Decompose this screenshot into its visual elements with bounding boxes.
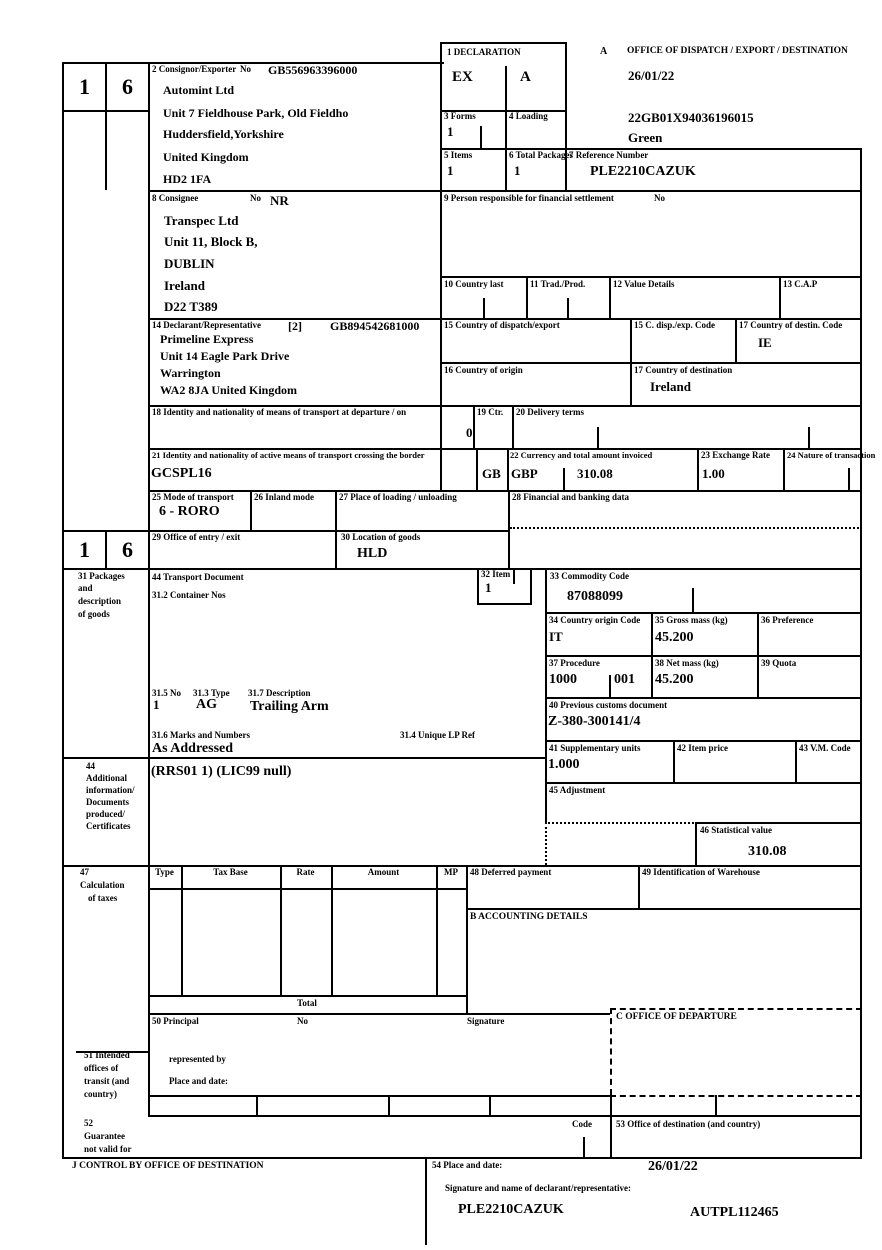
box31-2-label: 31.2 Container Nos — [152, 590, 226, 600]
grid-line — [280, 865, 282, 995]
box33-label: 33 Commodity Code — [550, 571, 629, 581]
box54-reference: AUTPL112465 — [690, 1205, 779, 1220]
box31-label-line: description — [78, 596, 122, 606]
tick-mark — [563, 468, 565, 490]
grid-line — [545, 655, 862, 657]
box23-label: 23 Exchange Rate — [701, 450, 770, 460]
box44-label-line: Additional — [86, 773, 128, 783]
box47-label-line: Calculation — [80, 880, 125, 890]
dashed-line — [610, 1095, 862, 1097]
copy-number-6: 6 — [105, 62, 150, 112]
box31-label-line: of goods — [78, 609, 110, 619]
grid-line — [505, 66, 507, 110]
box9-label: 9 Person responsible for financial settlement — [444, 193, 614, 203]
box47-col-amount: Amount — [367, 867, 400, 877]
grid-line — [440, 362, 862, 364]
box4-label: 4 Loading — [509, 111, 548, 121]
grid-line — [638, 865, 640, 908]
form-right-border — [860, 148, 862, 1157]
box44-transport-doc-label: 44 Transport Document — [152, 572, 244, 582]
box8-no-value: NR — [270, 193, 289, 208]
tick-mark — [692, 588, 694, 612]
section-b-label: B ACCOUNTING DETAILS — [470, 912, 588, 922]
grid-line — [256, 1095, 258, 1115]
box31-4-label: 31.4 Unique LP Ref — [400, 730, 476, 740]
box17a-value: IE — [758, 335, 772, 350]
grid-line — [148, 190, 862, 192]
box2-address-line: United Kingdom — [163, 150, 249, 164]
office-a-date: 26/01/22 — [628, 68, 675, 83]
box8-label: 8 Consignee — [152, 193, 199, 203]
box6-value: 1 — [514, 163, 521, 178]
grid-line — [651, 612, 653, 697]
box19-label: 19 Ctr. — [477, 407, 504, 417]
box2-eori: GB556963396000 — [268, 63, 358, 77]
box10-label: 10 Country last — [444, 279, 504, 289]
grid-line — [630, 318, 632, 405]
box28-label: 28 Financial and banking data — [512, 492, 630, 502]
box33-value: 87088099 — [567, 589, 623, 604]
box50-no-label: No — [297, 1016, 308, 1026]
tick-mark — [513, 568, 515, 584]
grid-line — [436, 865, 438, 995]
box15a-label: 15 C. disp./exp. Code — [634, 320, 716, 330]
box2-address-line: Huddersfield,Yorkshire — [163, 127, 284, 141]
grid-line — [148, 888, 466, 890]
grid-line — [181, 865, 183, 995]
grid-line — [779, 276, 781, 318]
box22-label: 22 Currency and total amount invoiced — [510, 450, 653, 460]
box31-5-label: 31.5 No — [152, 688, 181, 698]
grid-line — [610, 1095, 612, 1157]
dashed-line — [610, 1008, 862, 1010]
box35-value: 45.200 — [655, 630, 694, 645]
box14-address-line: Warrington — [160, 366, 221, 380]
tick-mark — [808, 427, 810, 448]
box54-signature-label: Signature and name of declarant/representative: — [445, 1183, 631, 1193]
grid-line — [795, 740, 797, 782]
box16-label: 16 Country of origin — [444, 365, 523, 375]
box50-place-label: Place and date: — [169, 1076, 228, 1086]
box17-value: Ireland — [650, 379, 691, 394]
grid-line — [545, 612, 862, 614]
box44-label-line: Documents — [86, 797, 129, 807]
grid-line — [783, 448, 785, 490]
box45-label: 45 Adjustment — [549, 785, 606, 795]
box8-address-line: Ireland — [164, 278, 205, 293]
box37-value: 1000 — [549, 672, 577, 687]
grid-line — [466, 908, 862, 910]
box51-label-line: offices of — [84, 1063, 119, 1073]
box14-label: 14 Declarant/Representative — [152, 320, 262, 330]
office-a-title: OFFICE OF DISPATCH / EXPORT / DESTINATION — [627, 46, 848, 56]
box5-value: 1 — [447, 163, 454, 178]
tick-mark — [567, 298, 569, 318]
box24-label: 24 Nature of transaction — [787, 450, 876, 460]
tick-mark — [609, 675, 611, 697]
grid-line — [757, 612, 759, 697]
grid-line — [62, 1157, 862, 1159]
box46-value: 310.08 — [748, 844, 787, 859]
box14-address-line: Primeline Express — [160, 332, 254, 346]
grid-line — [545, 782, 862, 784]
tick-mark — [483, 298, 485, 318]
box47-col-taxbase: Tax Base — [213, 867, 248, 877]
grid-line — [148, 1095, 610, 1097]
office-a-mrn: 22GB01X94036196015 — [628, 110, 754, 125]
box47-total-label: Total — [297, 998, 317, 1008]
box51-label-line: 51 Intended — [84, 1050, 130, 1060]
box49-label: 49 Identification of Warehouse — [642, 867, 760, 877]
box3-label: 3 Forms — [444, 111, 476, 121]
grid-line — [440, 276, 862, 278]
grid-line — [715, 1095, 717, 1115]
box54-label: 54 Place and date: — [432, 1160, 503, 1170]
box52-code-label: Code — [572, 1119, 592, 1129]
box38-label: 38 Net mass (kg) — [655, 658, 719, 668]
box9-no-label: No — [654, 193, 665, 203]
dashed-line — [610, 1008, 612, 1095]
box38-value: 45.200 — [655, 672, 694, 687]
grid-line — [473, 405, 475, 448]
box44-label-line: Certificates — [86, 821, 131, 831]
box3-value: 1 — [447, 124, 454, 139]
box54-date: 26/01/22 — [648, 1159, 698, 1174]
grid-line — [545, 697, 862, 699]
box47-col-type: Type — [155, 867, 174, 877]
box41-label: 41 Supplementary units — [549, 743, 641, 753]
box1-declaration-type: EX — [452, 69, 473, 85]
grid-line — [148, 1115, 862, 1117]
copy-number-1-lower: 1 — [62, 530, 107, 570]
box14-eori: GB894542681000 — [330, 319, 420, 333]
box20-label: 20 Delivery terms — [516, 407, 584, 417]
grid-line — [148, 1013, 610, 1015]
grid-line — [425, 1157, 427, 1245]
grid-line — [673, 740, 675, 782]
box44-label-line: 44 — [86, 761, 95, 771]
box44-value: (RRS01 1) (LIC99 null) — [151, 764, 292, 779]
box47-label-line: of taxes — [88, 893, 118, 903]
box17a-label: 17 Country of destin. Code — [739, 320, 843, 330]
grid-line — [505, 110, 507, 190]
box8-address-line: DUBLIN — [164, 256, 215, 271]
box30-label: 30 Location of goods — [341, 532, 421, 542]
box44-label-line: information/ — [86, 785, 135, 795]
box18-label: 18 Identity and nationality of means of transport at departure / on — [152, 407, 407, 417]
box29-label: 29 Office of entry / exit — [152, 532, 241, 542]
tick-mark — [480, 126, 482, 148]
grid-line — [466, 865, 468, 1013]
box7-label: 7 Reference Number — [569, 150, 649, 160]
box52-label-line: not valid for — [84, 1144, 132, 1154]
box5-label: 5 Items — [444, 150, 473, 160]
box11-label: 11 Trad./Prod. — [530, 279, 586, 289]
box23-value: 1.00 — [702, 466, 725, 481]
grid-line — [440, 148, 862, 150]
box2-address-line: Unit 7 Fieldhouse Park, Old Fieldho — [163, 106, 349, 120]
box43-label: 43 V.M. Code — [799, 743, 851, 753]
box50-signature-label: Signature — [467, 1016, 505, 1026]
copy-number-6-lower: 6 — [105, 530, 150, 570]
grid-line — [476, 448, 478, 490]
box17-label: 17 Country of destination — [634, 365, 733, 375]
grid-line — [388, 1095, 390, 1115]
box13-label: 13 C.A.P — [783, 279, 818, 289]
box31-6-label: 31.6 Marks and Numbers — [152, 730, 251, 740]
grid-line — [609, 276, 611, 318]
box25-value: 6 - RORO — [159, 504, 220, 519]
box1-label: 1 DECLARATION — [447, 47, 521, 57]
box40-value: Z-380-300141/4 — [548, 714, 641, 729]
box31-3-value: AG — [196, 697, 217, 712]
box22-currency: GBP — [511, 466, 538, 481]
box8-address-line: Transpec Ltd — [164, 213, 239, 228]
grid-line — [148, 995, 466, 997]
box30-value: HLD — [357, 546, 388, 561]
box37-label: 37 Procedure — [549, 658, 600, 668]
box52-label-line: Guarantee — [84, 1131, 125, 1141]
box2-address-line: HD2 1FA — [163, 172, 212, 186]
grid-line — [545, 740, 862, 742]
box42-label: 42 Item price — [677, 743, 728, 753]
box31-3-label: 31.3 Type — [193, 688, 230, 698]
box47-col-rate: Rate — [296, 867, 315, 877]
box48-label: 48 Deferred payment — [470, 867, 552, 877]
box31-5-value: 1 — [153, 697, 160, 712]
box44-label-line: produced/ — [86, 809, 125, 819]
grid-line — [697, 448, 699, 490]
grid-line — [335, 490, 337, 568]
tick-mark — [597, 427, 599, 448]
box15-label: 15 Country of dispatch/export — [444, 320, 560, 330]
section-j-label: J CONTROL BY OFFICE OF DESTINATION — [72, 1161, 264, 1171]
grid-line — [526, 276, 528, 318]
box53-label: 53 Office of destination (and country) — [616, 1119, 761, 1129]
box2-label: 2 Consignor/Exporter — [152, 64, 237, 74]
box46-label: 46 Statistical value — [700, 825, 772, 835]
box31-7-value: Trailing Arm — [250, 699, 329, 714]
section-c-label: C OFFICE OF DEPARTURE — [616, 1012, 737, 1022]
box52-label-line: 52 — [84, 1118, 93, 1128]
tick-mark — [848, 468, 850, 490]
office-a-routing: Green — [628, 130, 663, 145]
grid-line — [331, 865, 333, 995]
form-left-border — [62, 62, 64, 1157]
box12-label: 12 Value Details — [613, 279, 675, 289]
box14-code: [2] — [288, 319, 302, 333]
grid-line — [440, 110, 442, 490]
grid-line — [62, 757, 547, 759]
dotted-line — [510, 527, 862, 529]
box47-label-line: 47 — [80, 867, 89, 877]
box21-nationality: GB — [482, 466, 501, 481]
grid-line — [489, 1095, 491, 1115]
box54-signature: PLE2210CAZUK — [458, 1202, 564, 1217]
box37-value2: 001 — [614, 672, 635, 687]
box2-address-line: Automint Ltd — [163, 83, 235, 97]
tick-mark — [583, 1137, 585, 1157]
box21-label: 21 Identity and nationality of active means of transport crossing the border — [152, 450, 425, 460]
dotted-line — [545, 822, 697, 824]
copy-number-1: 1 — [62, 62, 107, 112]
grid-line — [507, 448, 509, 490]
box27-label: 27 Place of loading / unloading — [339, 492, 457, 502]
box32-value: 1 — [485, 580, 492, 595]
box40-label: 40 Previous customs document — [549, 700, 668, 710]
box31-label-line: 31 Packages — [78, 571, 125, 581]
box34-value: IT — [549, 629, 563, 644]
box25-label: 25 Mode of transport — [152, 492, 234, 502]
box39-label: 39 Quota — [761, 658, 797, 668]
box41-value: 1.000 — [548, 757, 580, 772]
box2-no-label: No — [240, 64, 251, 74]
box47-col-mp: MP — [444, 867, 458, 877]
grid-line — [545, 568, 547, 822]
box8-address-line: D22 T389 — [164, 299, 218, 314]
grid-line — [62, 568, 862, 570]
box36-label: 36 Preference — [761, 615, 814, 625]
box31-label-line: and — [78, 583, 93, 593]
dotted-line — [545, 822, 547, 865]
grid-line — [508, 490, 510, 568]
box50-label: 50 Principal — [152, 1016, 199, 1026]
grid-line — [735, 318, 737, 362]
box31-7-label: 31.7 Description — [248, 688, 311, 698]
box22-amount: 310.08 — [577, 466, 613, 481]
office-a-code: A — [600, 46, 608, 57]
box26-label: 26 Inland mode — [254, 492, 315, 502]
box31-6-value: As Addressed — [152, 741, 234, 756]
box6-label: 6 Total Packages — [509, 150, 574, 160]
box35-label: 35 Gross mass (kg) — [655, 615, 728, 625]
box32-label: 32 Item — [481, 569, 511, 579]
box8-no-label: No — [250, 193, 261, 203]
box34-label: 34 Country origin Code — [549, 615, 641, 625]
box51-label-line: country) — [84, 1089, 117, 1099]
box19-value: 0 — [466, 425, 473, 440]
grid-line — [512, 405, 514, 448]
grid-line — [250, 490, 252, 530]
box7-value: PLE2210CAZUK — [590, 164, 696, 179]
box21-value: GCSPL16 — [151, 466, 212, 481]
box8-address-line: Unit 11, Block B, — [164, 234, 258, 249]
box14-address-line: Unit 14 Eagle Park Drive — [160, 349, 290, 363]
box51-label-line: transit (and — [84, 1076, 130, 1086]
grid-line — [148, 62, 150, 1115]
box1-declaration-subtype: A — [520, 69, 531, 85]
box50-represented-label: represented by — [169, 1054, 226, 1064]
box14-address-line: WA2 8JA United Kingdom — [160, 383, 298, 397]
